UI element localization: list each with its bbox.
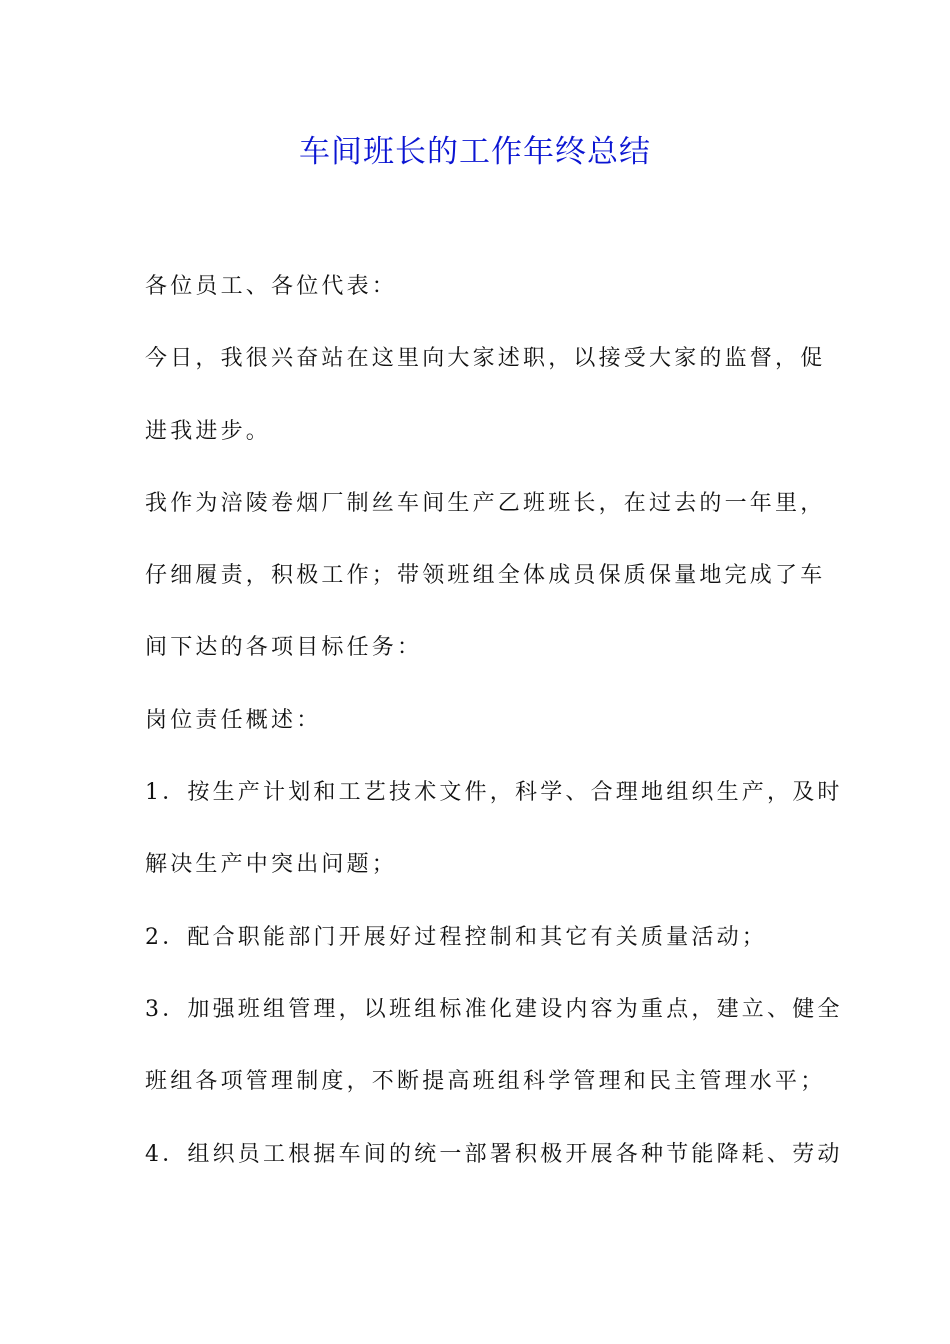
paragraph-line: 间下达的各项目标任务： [145,635,423,661]
list-item-line: 3．加强班组管理，以班组标准化建设内容为重点，建立、健全 [145,996,843,1022]
list-item-line: 解决生产中突出问题； [145,852,398,878]
document-body [145,263,843,1203]
list-item-line: 1．按生产计划和工艺技术文件，科学、合理地组织生产，及时 [145,780,843,806]
paragraph-line: 进我进步。 [145,418,272,444]
section-heading: 岗位责任概述： [145,707,322,733]
document-title: 车间班长的工作年终总结 [299,134,651,170]
list-item-line: 2．配合职能部门开展好过程控制和其它有关质量活动； [145,924,767,950]
paragraph-line: 各位员工、各位代表： [145,274,398,299]
list-item-line: 班组各项管理制度，不断提高班组科学管理和民主管理水平； [145,1069,826,1095]
paragraph-line: 仔细履责，积极工作；带领班组全体成员保质保量地完成了车 [145,563,826,589]
paragraph-line: 我作为涪陵卷烟厂制丝车间生产乙班班长，在过去的一年里， [145,490,826,516]
paragraph-line: 今日，我很兴奋站在这里向大家述职，以接受大家的监督，促 [145,346,826,372]
list-item-line: 4．组织员工根据车间的统一部署积极开展各种节能降耗、劳动 [145,1141,843,1167]
